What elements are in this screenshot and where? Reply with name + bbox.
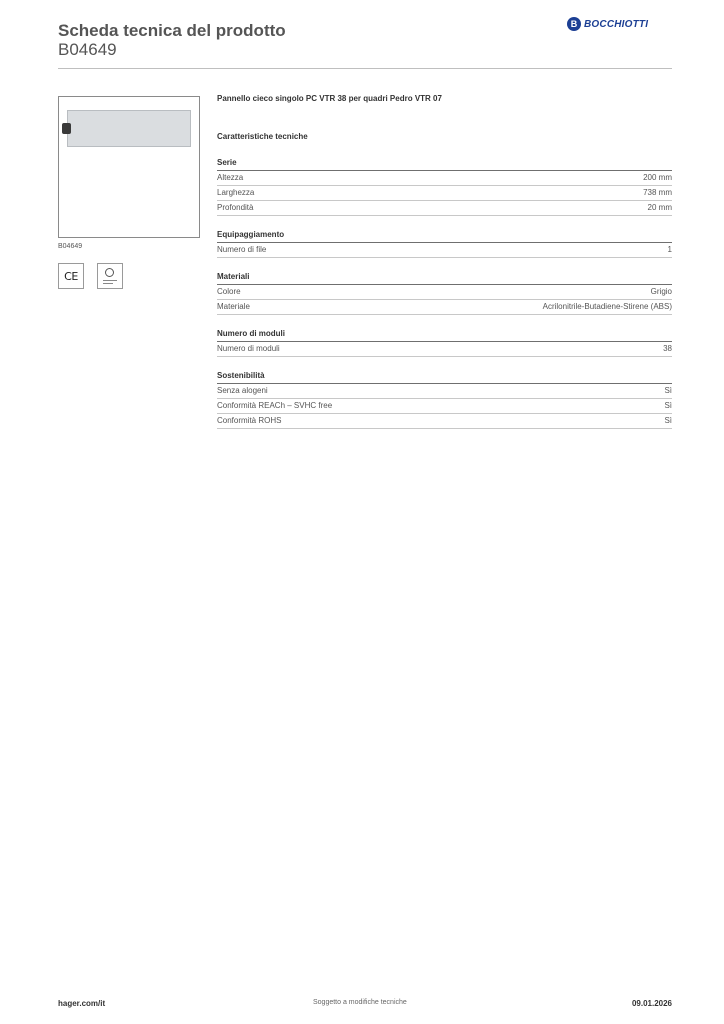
spec-value: Grigio [650, 287, 672, 296]
brand-logo [567, 15, 648, 33]
page-title: Scheda tecnica del prodotto [58, 21, 286, 40]
spec-row [217, 399, 672, 414]
spec-value: Sì [664, 386, 672, 395]
spec-value: Acrilonitrile-Butadiene-Stirene (ABS) [542, 302, 672, 311]
spec-label: Materiale [217, 302, 250, 311]
spec-value: Sì [664, 416, 672, 425]
product-description: Pannello cieco singolo PC VTR 38 per quadri Pedro VTR 07 [217, 94, 442, 103]
spec-row [217, 414, 672, 429]
section-heading: Serie [217, 152, 672, 171]
spec-section [217, 224, 672, 258]
spec-section [217, 323, 672, 357]
spec-row [217, 285, 672, 300]
spec-section [217, 152, 672, 216]
product-details [217, 92, 672, 429]
header-divider [58, 68, 672, 69]
spec-row [217, 186, 672, 201]
brand-logo-text: BOCCHIOTTI [584, 18, 649, 30]
panel-screw-picture [62, 123, 71, 134]
spec-section [217, 365, 672, 429]
spec-sections [217, 152, 672, 429]
section-heading: Sostenibilità [217, 365, 672, 384]
section-heading: Equipaggiamento [217, 224, 672, 243]
spec-row [217, 171, 672, 186]
spec-label: Conformità ROHS [217, 416, 282, 425]
spec-value: 200 mm [643, 173, 672, 182]
spec-label: Profondità [217, 203, 254, 212]
spec-section [217, 266, 672, 315]
product-image [58, 96, 200, 238]
footer-date: 09.01.2026 [631, 999, 672, 1008]
footer-note: Soggetto a modifiche tecniche [313, 999, 407, 1006]
spec-row [217, 201, 672, 216]
spec-label: Numero di moduli [217, 344, 280, 353]
blank-panel-picture [67, 110, 191, 147]
spec-row [217, 342, 672, 357]
spec-value: 738 mm [643, 188, 672, 197]
spec-label: Senza alogeni [217, 386, 268, 395]
image-caption: B04649 [58, 243, 83, 250]
spec-label: Altezza [217, 173, 244, 182]
product-code: B04649 [58, 40, 117, 59]
spec-label: Larghezza [217, 188, 255, 197]
ce-mark-icon: CE [58, 263, 84, 289]
certification-seal-icon [97, 263, 123, 289]
footer-website[interactable]: hager.com/it [58, 999, 106, 1008]
spec-row [217, 243, 672, 258]
spec-row [217, 300, 672, 315]
tech-specs-heading: Caratteristiche tecniche [217, 132, 308, 141]
spec-value: 1 [667, 245, 672, 254]
brand-logo-mark-icon: B [567, 17, 581, 31]
section-heading: Materiali [217, 266, 672, 285]
spec-value: 38 [663, 344, 672, 353]
spec-row [217, 384, 672, 399]
spec-label: Colore [217, 287, 241, 296]
section-heading: Numero di moduli [217, 323, 672, 342]
spec-label: Conformità REACh – SVHC free [217, 401, 333, 410]
spec-value: 20 mm [647, 203, 672, 212]
spec-label: Numero di file [217, 245, 267, 254]
spec-value: Sì [664, 401, 672, 410]
